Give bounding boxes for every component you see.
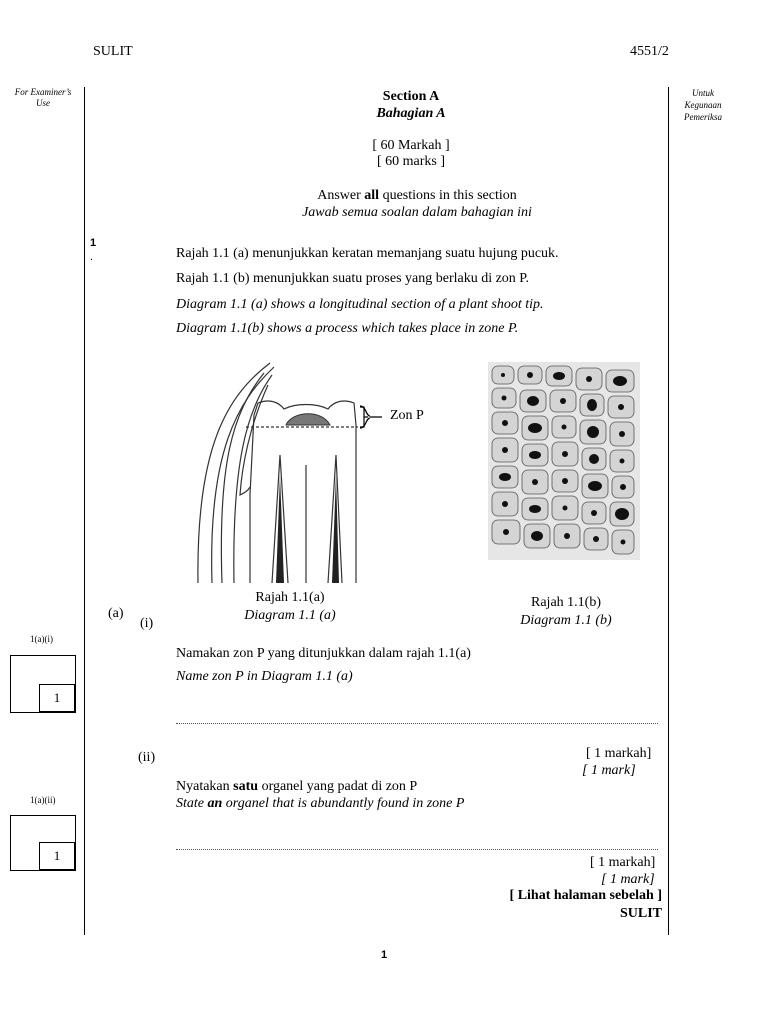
- figure-cell-division: [488, 362, 640, 560]
- sub-ii-malay-post: organel yang padat di zon P: [258, 779, 418, 794]
- examiner-box-code-1: 1(a)(i): [30, 634, 53, 644]
- sub-ii-question-english: [176, 796, 464, 812]
- caption-figure-a: [232, 589, 348, 625]
- sub-ii-question-malay: [176, 779, 417, 795]
- stem-line-2: Rajah 1.1 (b) menunjukkan suatu proses yang berlaku di zon P.: [176, 271, 530, 286]
- untuk-line: Untuk: [692, 88, 714, 98]
- instruction-bold: all: [364, 188, 380, 203]
- question-number-dot: .: [90, 251, 94, 263]
- left-margin-line: [84, 87, 85, 935]
- sub-i-question-english: Name zon P in Diagram 1.1 (a): [176, 669, 353, 684]
- stem-line-3: Diagram 1.1 (a) shows a longitudinal section of a plant shoot tip.: [176, 297, 544, 312]
- stem-line-4: Diagram 1.1(b) shows a process which takes place in zone P.: [176, 321, 519, 336]
- sub-i-marks-malay: [ 1 markah]: [586, 746, 652, 761]
- section-title: Section A: [382, 89, 440, 104]
- zone-p-bracket: [358, 404, 384, 430]
- question-number-digit: 1: [90, 237, 97, 249]
- untuk-kegunaan-label: [671, 87, 735, 123]
- caption-figure-b: [508, 594, 624, 630]
- examiner-box-2-max: 1: [39, 842, 75, 870]
- section-instruction: [250, 187, 584, 221]
- stem-line-1: Rajah 1.1 (a) menunjukkan keratan memanjang suatu hujung pucuk.: [176, 246, 559, 261]
- sub-ii-english-post: organel that is abundantly found in zone P: [222, 796, 465, 811]
- instruction-pre: Answer: [317, 188, 365, 203]
- zone-p-label: Zon P: [390, 408, 424, 423]
- examiner-box-2[interactable]: [10, 815, 76, 871]
- section-marks-english: [ 60 marks ]: [376, 154, 446, 169]
- examiner-use-line1: For Examiner’s: [14, 87, 72, 97]
- sub-ii-marks-english: [ 1 mark]: [601, 872, 655, 887]
- caption-a-english: Diagram 1.1 (a): [244, 608, 336, 623]
- caption-a-malay: Rajah 1.1(a): [255, 590, 325, 605]
- pemeriksa-line: Pemeriksa: [684, 112, 722, 122]
- sub-ii-english-bold: an: [207, 796, 223, 811]
- turn-over-note: [ Lihat halaman sebelah ]: [509, 888, 662, 903]
- sub-ii-label: (ii): [138, 750, 156, 765]
- kegunaan-line: Kegunaan: [684, 100, 722, 110]
- sub-i-label: (i): [140, 616, 154, 631]
- examiner-box-code-2: 1(a)(ii): [30, 795, 56, 805]
- header-confidential: SULIT: [93, 44, 133, 59]
- caption-b-english: Diagram 1.1 (b): [520, 613, 612, 628]
- right-margin-line: [668, 87, 669, 935]
- answer-line-i[interactable]: [176, 723, 658, 724]
- examiner-use-label: [4, 87, 82, 109]
- shoot-tip-drawing: [188, 355, 368, 587]
- section-marks: [320, 138, 502, 170]
- footer-confidential: SULIT: [619, 906, 662, 921]
- instruction-post: questions in this section: [379, 188, 517, 203]
- section-marks-malay: [ 60 Markah ]: [372, 138, 450, 153]
- question-number: [90, 236, 96, 264]
- section-heading: [340, 88, 482, 122]
- sub-ii-malay-pre: Nyatakan: [176, 779, 234, 794]
- figure-shoot-tip: [188, 355, 368, 587]
- part-a-label: (a): [108, 606, 124, 621]
- sub-ii-malay-bold: satu: [233, 779, 259, 794]
- examiner-box-1[interactable]: [10, 655, 76, 713]
- sub-i-question-malay: Namakan zon P yang ditunjukkan dalam rajah 1.1(a): [176, 646, 471, 661]
- cell-division-drawing: [488, 362, 640, 560]
- sub-i-marks-english: [ 1 mark]: [582, 763, 636, 778]
- examiner-box-1-max: 1: [39, 684, 75, 712]
- examiner-use-line2: Use: [36, 98, 50, 108]
- page-number: 1: [380, 949, 388, 961]
- section-title-malay: Bahagian A: [376, 106, 446, 121]
- instruction-malay: Jawab semua soalan dalam bahagian ini: [302, 205, 532, 220]
- answer-line-ii[interactable]: [176, 849, 658, 850]
- sub-ii-english-pre: State: [176, 796, 208, 811]
- header-paper-code: 4551/2: [630, 44, 669, 59]
- caption-b-malay: Rajah 1.1(b): [531, 595, 601, 610]
- instruction-english: [250, 187, 584, 204]
- sub-ii-marks-malay: [ 1 markah]: [590, 855, 656, 870]
